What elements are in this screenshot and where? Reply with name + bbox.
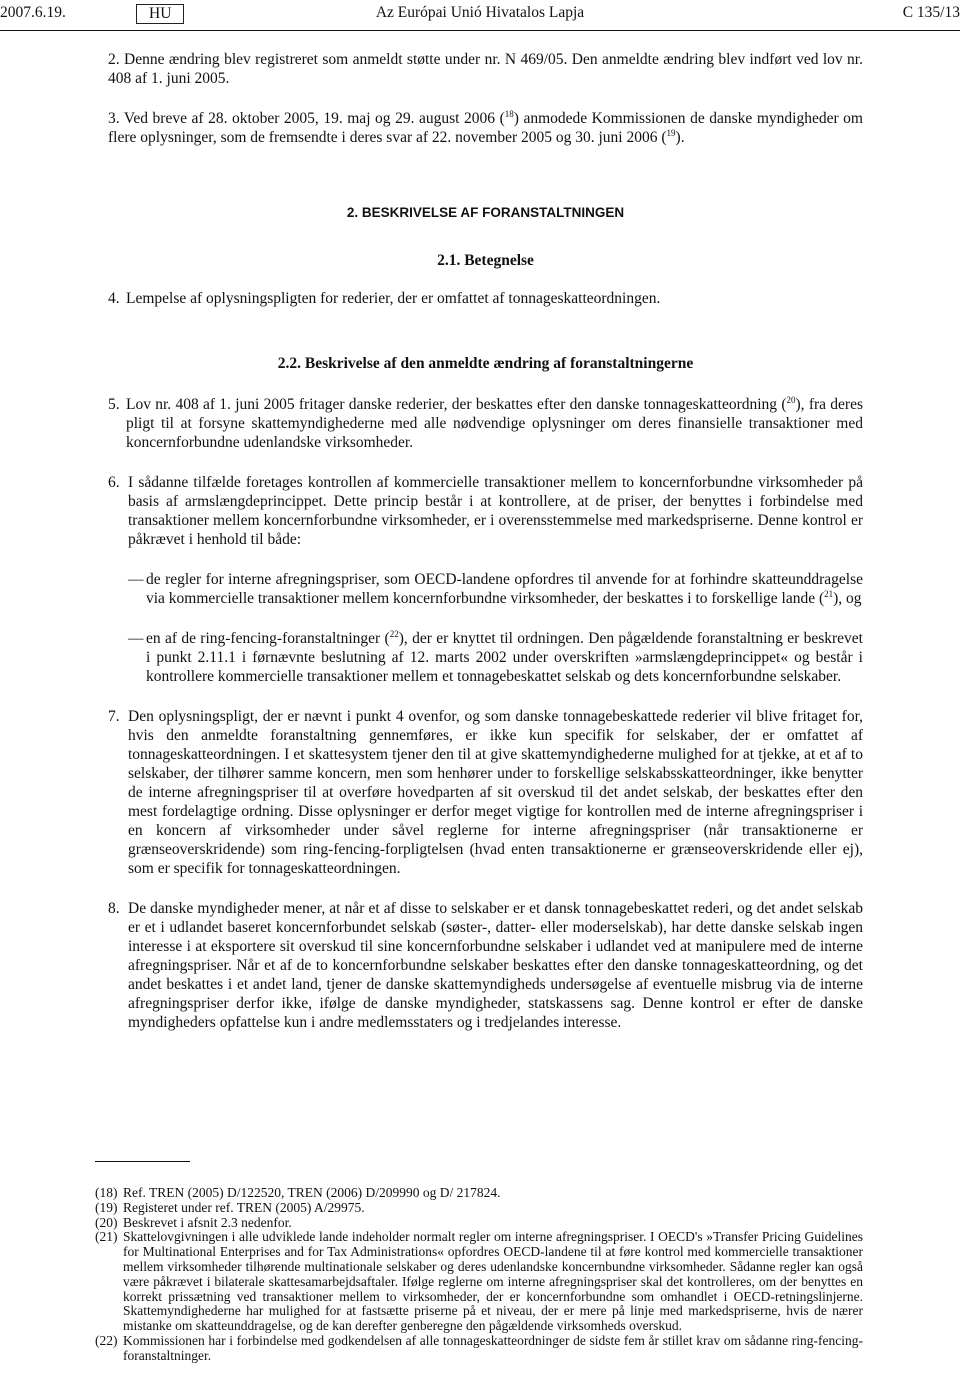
footnote-number: (19) bbox=[95, 1199, 118, 1215]
footnote-text: Registeret under ref. TREN (2005) A/29975. bbox=[123, 1199, 365, 1215]
dash-marker: — bbox=[128, 571, 144, 588]
paragraph-5 bbox=[108, 395, 863, 452]
footnote-text: Skattelovgivningen i alle udviklede lande indeholder normalt regler om interne afregningspriser. I OECD's »Transfer Pricing Guidelines for Multinational Enterprises and for Tax Administrations« opfordres OECD-landene til at føre kontrol med kommercielle transaktioner mellem virksomheder tilhørende multinationale selskaber og deres udenlandske koncernbundne virksomheder. Sådanne regler kan også være påkrævet i bilaterale skattesamarbejdsaftaler. Ifølge reglerne om interne afregningspriser skal det kontrolleres, om der benyttes en korrekt prissætning ved transaktioner mellem to virksomheder, der er koncernforbundne som omhandlet i OECD-retningslinjerne. Skattemyndighederne har mulighed for at fastsætte priserne på et niveau, der er mere på linje med markedspriserne, hvis de nærer mistanke om skatteunddragelse, og de kan derefter genberegne den pågældende virksomheds overskud. bbox=[123, 1229, 863, 1334]
header-journal-title: Az Európai Unió Hivatalos Lapja bbox=[375, 4, 585, 21]
footnote-ref-22: 22 bbox=[389, 629, 399, 639]
section-title: 2. BESKRIVELSE AF FORANSTALTNINGEN bbox=[346, 205, 625, 220]
footnote-20 bbox=[95, 1216, 863, 1231]
paragraph-4-number: 4. bbox=[108, 290, 120, 307]
paragraph-7-number: 7. bbox=[108, 708, 120, 725]
footnote-ref-19: 19 bbox=[666, 128, 676, 138]
document-body bbox=[108, 50, 863, 1032]
footnote-number: (22) bbox=[95, 1332, 118, 1348]
paragraph-8-number: 8. bbox=[108, 900, 120, 917]
header-language-box: HU bbox=[136, 4, 184, 24]
footnote-number: (18) bbox=[95, 1185, 118, 1200]
footnote-ref-20: 20 bbox=[786, 395, 796, 405]
paragraph-4 bbox=[108, 289, 863, 308]
footnote-text: Ref. TREN (2005) D/122520, TREN (2006) D/209990 og D/ 217824. bbox=[123, 1185, 501, 1200]
paragraph-8 bbox=[108, 899, 863, 1032]
paragraph-3-text-b: ) anmodede Kommissionen de danske myndigheder om flere oplysninger, som de fremsendte i deres svar af 22. november 2005 og 30. juni 2006 ( bbox=[108, 110, 863, 146]
list-item-2-text-b: ), der er knyttet til ordningen. Den pågældende foranstaltning er beskrevet i punkt 2.11.1 i førnævnte beslutning af 12. marts 2002 under overskriften »armslængdeprincippet« og består i kontrollere kommercielle transaktioner mellem et tonnagebeskattet selskab og dets koncernforbundne selskaber. bbox=[146, 630, 863, 685]
footnote-rule bbox=[95, 1161, 190, 1162]
footnote-ref-21: 21 bbox=[824, 589, 834, 599]
list-item-oecd-rules bbox=[108, 570, 863, 608]
footnote-22 bbox=[95, 1334, 863, 1364]
footnote-18 bbox=[95, 1186, 863, 1201]
paragraph-5-number: 5. bbox=[108, 396, 120, 413]
subsection-title-2-1: 2.1. Betegnelse bbox=[437, 252, 534, 269]
list-item-ring-fencing bbox=[108, 629, 863, 686]
dash-marker: — bbox=[128, 630, 144, 647]
paragraph-7 bbox=[108, 707, 863, 878]
footnote-ref-18: 18 bbox=[504, 109, 514, 119]
header-rule bbox=[0, 30, 960, 31]
paragraph-3-text-a: 3. Ved breve af 28. oktober 2005, 19. maj og 29. august 2006 ( bbox=[108, 110, 505, 127]
paragraph-5-text-a: Lov nr. 408 af 1. juni 2005 fritager danske rederier, der beskattes efter den danske tonnageskatteordning ( bbox=[126, 396, 787, 413]
header-page-number: C 135/13 bbox=[902, 4, 960, 21]
paragraph-4-text: Lempelse af oplysningspligten for rederier, der er omfattet af tonnageskatteordningen. bbox=[126, 290, 661, 307]
subsection-title-2-2: 2.2. Beskrivelse af den anmeldte ændring af foranstaltningerne bbox=[277, 355, 694, 372]
list-item-1-text-b: ), og bbox=[833, 590, 862, 607]
list-item-2-text-a: en af de ring-fencing-foranstaltninger ( bbox=[146, 630, 390, 647]
footnotes bbox=[95, 1186, 863, 1364]
paragraph-6-number: 6. bbox=[108, 474, 120, 491]
paragraph-6-text: I sådanne tilfælde foretages kontrollen af kommercielle transaktioner mellem to koncernforbundne virksomheder på basis af armslængdeprincippet. Dette princip består i at kontrollere, at de priser, der benyttes i forbindelse med transaktioner mellem koncernforbundne virksomheder, er i overensstemmelse med markedspriserne. Denne kontrol er påkrævet i henhold til både: bbox=[128, 474, 863, 548]
paragraph-3-text-c: ). bbox=[675, 129, 685, 146]
footnote-19 bbox=[95, 1201, 863, 1216]
paragraph-8-text: De danske myndigheder mener, at når et af disse to selskaber er et dansk tonnagebeskattet rederi, og det andet selskab er et i udlandet baseret koncernforbundet selskab (søster-, datter- eller moderselskab), har dette danske selskab ingen interesse i at eksportere sit overskud til sine koncernforbundne selskaber i udlandet ved at manipulere med de interne afregningspriser. Når et af de to koncernforbundne selskaber beskattes efter den danske tonnageskatteordning, og det andet beskattes i et andet land, tjener de danske skattemyndigheds undersøgelse af eventuelle misbrug via de interne afregningspriser derfor ikke, ifølge de danske myndigheder, statskassens sag. Denne kontrol er efter de danske myndigheders opfattelse kun i andre medlemsstaters og i tredjelandes interesse. bbox=[128, 900, 863, 1031]
footnote-number: (21) bbox=[95, 1229, 118, 1245]
paragraph-3 bbox=[108, 109, 863, 147]
footnote-text: Beskrevet i afsnit 2.3 nedenfor. bbox=[123, 1214, 292, 1230]
paragraph-6 bbox=[108, 473, 863, 549]
footnote-text: Kommissionen har i forbindelse med godkendelsen af alle tonnageskatteordninger de sidste fem år stillet krav om sådanne ring-fencing-foranstaltninger. bbox=[123, 1332, 863, 1363]
paragraph-7-text: Den oplysningspligt, der er nævnt i punkt 4 ovenfor, og som danske tonnagebeskattede rederier vil blive fritaget for, hvis den anmeldte foranstaltning gennemføres, er ikke kun specifik for selskaber, der er omfattet af tonnageskatteordningen. I et skattesystem tjener den til at give skattemyndighederne mulighed for at tjekke, at et af to selskaber, der tilhører samme koncern, men som henhører under to forskellige selskabsskatteordninger, ikke benytter de interne afregningspriser til at overføre hovedparten af sit overskud til det andet selskab, der beskattes efter den mest fordelagtige ordning. Disse oplysninger er derfor meget vigtige for kontrollen med de interne afregningspriser i en koncern af virksomheder under såvel reglerne for interne afregningspriser (når transaktionerne er grænseoverskridende) som ring-fencing-forpligtelsen (hvad enten transaktionerne er grænseoverskridende eller ej), som er specifik for tonnageskatteordningen. bbox=[128, 708, 863, 877]
list-item-1-text-a: de regler for interne afregningspriser, som OECD-landene opfordres til anvende for at forhindre skatteunddragelse via kommercielle transaktioner mellem koncernforbundne virksomheder, der beskattes i to forskellige lande ( bbox=[146, 571, 863, 607]
footnote-21 bbox=[95, 1230, 863, 1334]
paragraph-5-text-b: ), fra deres pligt til at forsyne skattemyndighederne med alle nødvendige oplysninger om deres finansielle transaktioner med koncernforbundne udenlandske virksomheder. bbox=[126, 396, 863, 451]
paragraph-2: 2. Denne ændring blev registreret som anmeldt støtte under nr. N 469/05. Den anmeldte ændring blev indført ved lov nr. 408 af 1. juni 2005. bbox=[108, 51, 863, 87]
header-date: 2007.6.19. bbox=[0, 4, 66, 21]
page-header bbox=[0, 4, 960, 24]
footnote-number: (20) bbox=[95, 1214, 118, 1230]
